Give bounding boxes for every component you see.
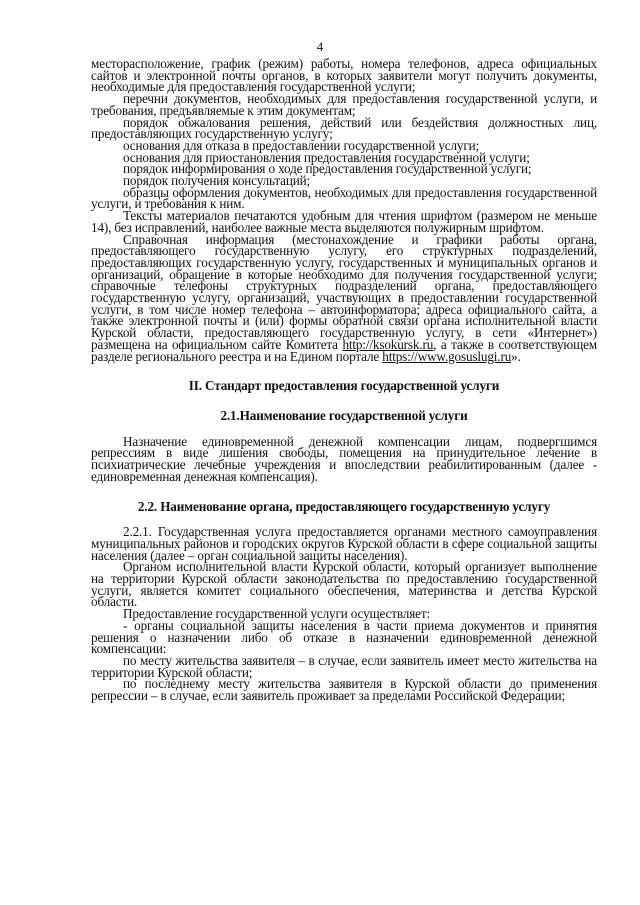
paragraph: порядок информирования о ходе предоставления государственной услуги; (123, 161, 532, 177)
paragraph: по месту жительства заявителя – в случае, если заявитель имеет место жительства на территории Курской области; (91, 652, 597, 680)
paragraph: Органом исполнительной власти Курской области, который организует выполнение на территории Курской области законодательства по предоставлению государственной услуги, является комитет социального обеспечения, материнства и детства Курской области. (91, 559, 597, 610)
paragraph: - органы социальной защиты населения в части приема документов и принятия решения о назначении либо об отказе в назначении единовременной денежной компенсации: (91, 617, 597, 657)
paragraph: по последнему месту жительства заявителя в Курской области до применения репрессии – в случае, если заявитель проживает за пределами Российской Федерации; (91, 676, 597, 704)
reference-text-end: ». (511, 348, 521, 364)
paragraph: 2.2.1. Государственная услуга предоставляется органами местного самоуправления муниципальных районов и городских округов Курской области в сфере социальной защиты населения (далее – орган социальной защиты населения). (91, 524, 597, 563)
subsection-heading: 2.1.Наименование государственной услуги (220, 407, 468, 423)
paragraph: порядок обжалования решения, действий или бездействия должностных лиц, предоставляющих государственную услугу; (91, 114, 597, 142)
reference-text-start: Справочная информация (местонахождение и графики работы органа, предоставляющего государственную услугу, его структурных подразделений, предоставляющих государственную услугу, государственных и муниципальных органов и организаций, обращение в которые необходимо для получения государственной услуги; справочные телефоны структурных подразделений органа, предоставляющего государственную услугу, организаций, участвующих в предоставлении государственной услуги, в том числе номер телефона – автоинформатора; адреса официального сайта, а также электронной почты и (или) формы обратной связи органа исполнительной власти Курской области, предоставляющего государственную услугу, в сети «Интернет») размещена на официальном сайте Комитета (91, 231, 597, 352)
ksokursk-link[interactable]: http://ksokursk.ru (342, 336, 434, 352)
section-heading: II. Стандарт предоставления государственной услуги (188, 378, 500, 394)
paragraph: Предоставление государственной услуги осуществляет: (123, 606, 430, 622)
paragraph: Назначение единовременной денежной компенсации лицам, подвергшимся репрессиям в виде лишения свободы, помещения на принудительное лечение в психиатрические лечебные учреждения и впоследствии реабилитированным (далее - единовременная денежная компенсация). (91, 433, 597, 484)
page-number: 4 (316, 39, 324, 54)
paragraph-reference-info (91, 231, 597, 364)
paragraph: порядок получения консультаций; (123, 173, 311, 189)
document-body (91, 58, 597, 702)
paragraph: основания для отказа в предоставлении государственной услуги; (123, 137, 480, 153)
paragraph: образцы оформления документов, необходимых для предоставления государственной услуги, и требования к ним. (91, 184, 597, 212)
gosuslugi-link[interactable]: https://www.gosuslugi.ru (382, 348, 512, 364)
paragraph-intro: месторасположение, график (режим) работы, номера телефонов, адреса официальных сайтов и электронной почты органов, в которых заявители могут получить документы, необходимые для предоставления государственной услуги; (91, 56, 597, 95)
paragraph: Тексты материалов печатаются удобным для чтения шрифтом (размером не меньше 14), без исправлений, наиболее важные места выделяются полужирным шрифтом. (91, 208, 597, 235)
reference-text-middle: , а также в соответствующем разделе регионального реестра и на Едином портале (91, 336, 597, 364)
paragraph: перечни документов, необходимых для предоставления государственной услуги, и требования, предъявляемые к этим документам; (91, 91, 597, 118)
paragraph: основания для приостановления предоставления государственной услуги; (123, 149, 530, 165)
subsection-heading: 2.2. Наименование органа, предоставляющего государственную услугу (137, 498, 551, 514)
